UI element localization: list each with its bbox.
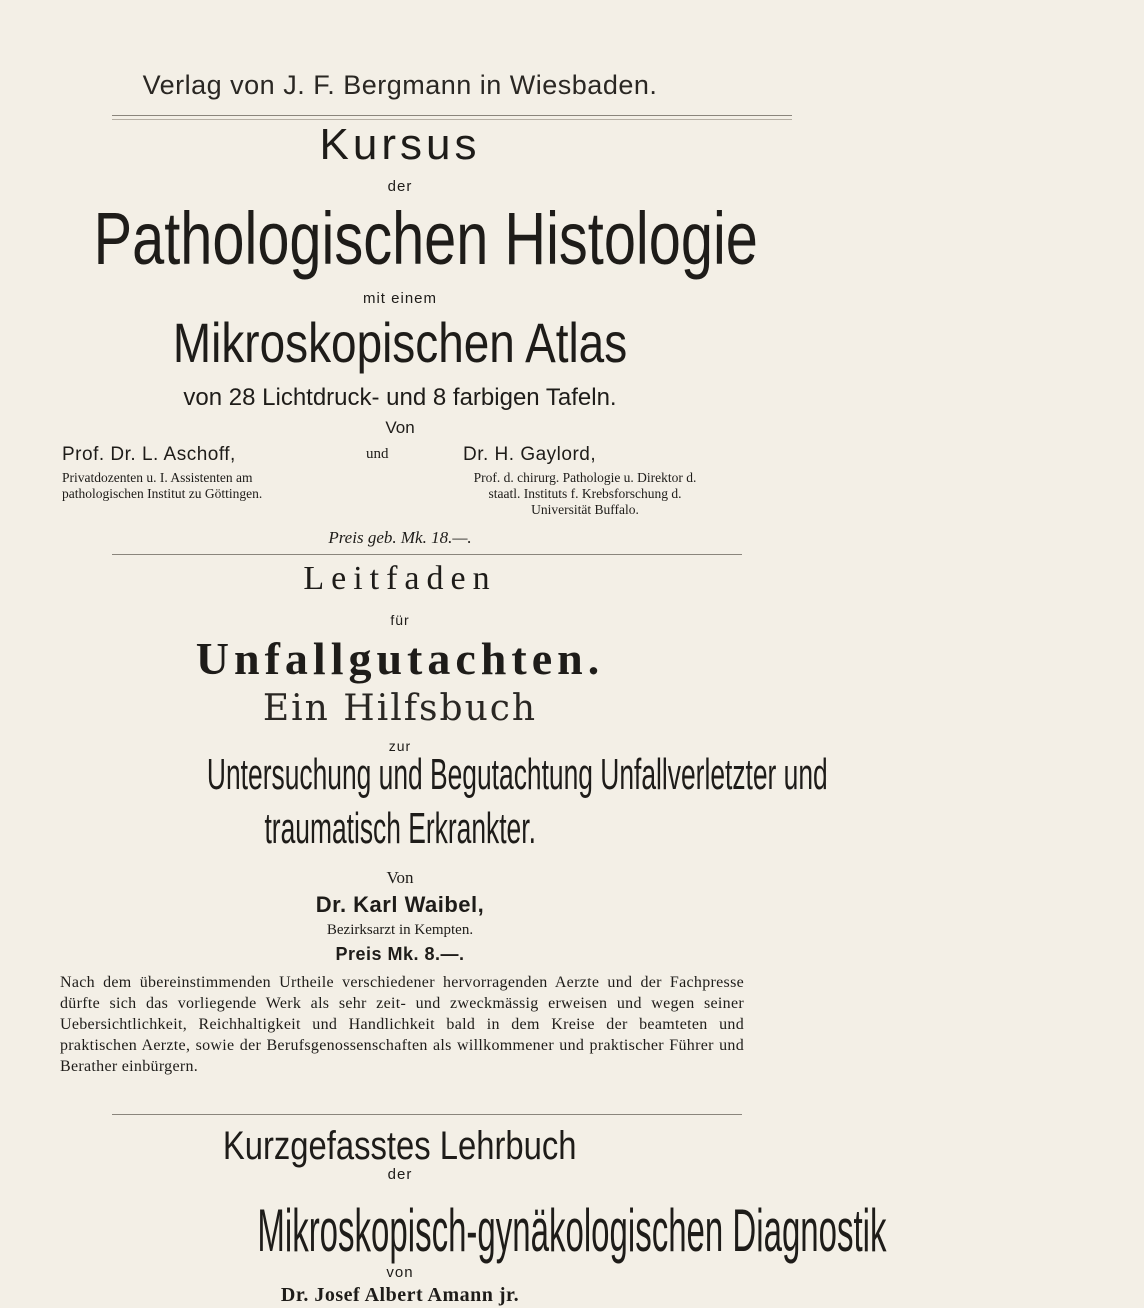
book2-title-line2: [0, 804, 800, 854]
book1-subtitle-text: Mikroskopischen Atlas: [172, 311, 628, 374]
book2-main-title: Unfallgutachten.: [195, 633, 605, 684]
book3-von: von: [386, 1264, 414, 1281]
book1-price: Preis geb. Mk. 18.—.: [328, 528, 472, 547]
book1-author2-name: Dr. H. Gaylord,: [463, 444, 597, 465]
book2-title-line2-text: traumatisch Erkrankter.: [264, 804, 536, 853]
book1-title-kursus: Kursus: [319, 120, 481, 169]
book1-author2-affiliation: [420, 470, 750, 518]
book2-title-leitfaden: Leitfaden: [303, 560, 497, 597]
book2-title-line1: [0, 750, 828, 800]
book1-author1-affiliation: [62, 470, 262, 502]
book1-author1-aff-line: pathologischen Institut zu Göttingen.: [62, 486, 263, 501]
book2-author-role: Bezirksarzt in Kempten.: [326, 922, 474, 938]
section-divider: [112, 1114, 742, 1115]
book1-author1-name: Prof. Dr. L. Aschoff,: [62, 444, 236, 465]
publisher-line: Verlag von J. F. Bergmann in Wiesbaden.: [142, 70, 658, 100]
book2-fuer: für: [390, 612, 410, 628]
book1-author1-aff-line: Privatdozenten u. I. Assistenten am: [62, 470, 253, 485]
book2-title-line1-text: Untersuchung und Begutachtung Unfallverletzter und: [206, 750, 828, 799]
book1-author2-aff-line: staatl. Instituts f. Krebsforschung d.: [488, 486, 682, 501]
book3-der: der: [387, 1166, 413, 1183]
book2-author: Dr. Karl Waibel,: [315, 892, 485, 917]
book2-price: Preis Mk. 8.—.: [335, 944, 465, 964]
book3-title-kurz-text: Kurzgefasstes Lehrbuch: [223, 1124, 577, 1168]
book1-plates: von 28 Lichtdruck- und 8 farbigen Tafeln.: [183, 384, 617, 411]
book2-description: Nach dem übereinstimmenden Urtheile verschiedener hervorragenden Aerzte und der Fachpresse dürfte sich das vorliegende Werk als sehr zeit- und zweckmässig erweisen und wegen seiner Uebersichtlichkeit, Reichhaltigkeit und Handlichkeit bald in dem Kreise der beamteten und praktischen Aerzte, sowie der Berufsgenossenschaften als willkommener und praktischer Führer und Berather einbürgern.: [60, 974, 744, 1075]
book1-main-title: [0, 196, 800, 283]
book3-title-kurz: [0, 1122, 800, 1169]
book1-der: der: [387, 178, 413, 195]
section-divider: [112, 554, 742, 555]
book3-main-title-text: Mikroskopisch-gynäkologischen Diagnostik: [257, 1197, 887, 1264]
book3-main-title: [0, 1196, 887, 1265]
book1-author2-aff-line: Prof. d. chirurg. Pathologie u. Direktor d.: [473, 470, 697, 485]
book2-zur: zur: [388, 738, 412, 754]
book1-main-title-text: Pathologischen Histologie: [93, 197, 758, 280]
book2-subtitle: Ein Hilfsbuch: [262, 688, 538, 729]
book1-subtitle: [0, 310, 800, 376]
book3-author: Dr. Josef Albert Amann jr.: [280, 1284, 520, 1306]
book1-und: und: [366, 446, 389, 462]
book1-mit-einem: mit einem: [362, 290, 438, 307]
book2-von: Von: [386, 868, 414, 887]
book1-author2-aff-line: Universität Buffalo.: [531, 502, 639, 517]
book1-von: Von: [385, 418, 415, 437]
header-rule: [112, 115, 792, 116]
